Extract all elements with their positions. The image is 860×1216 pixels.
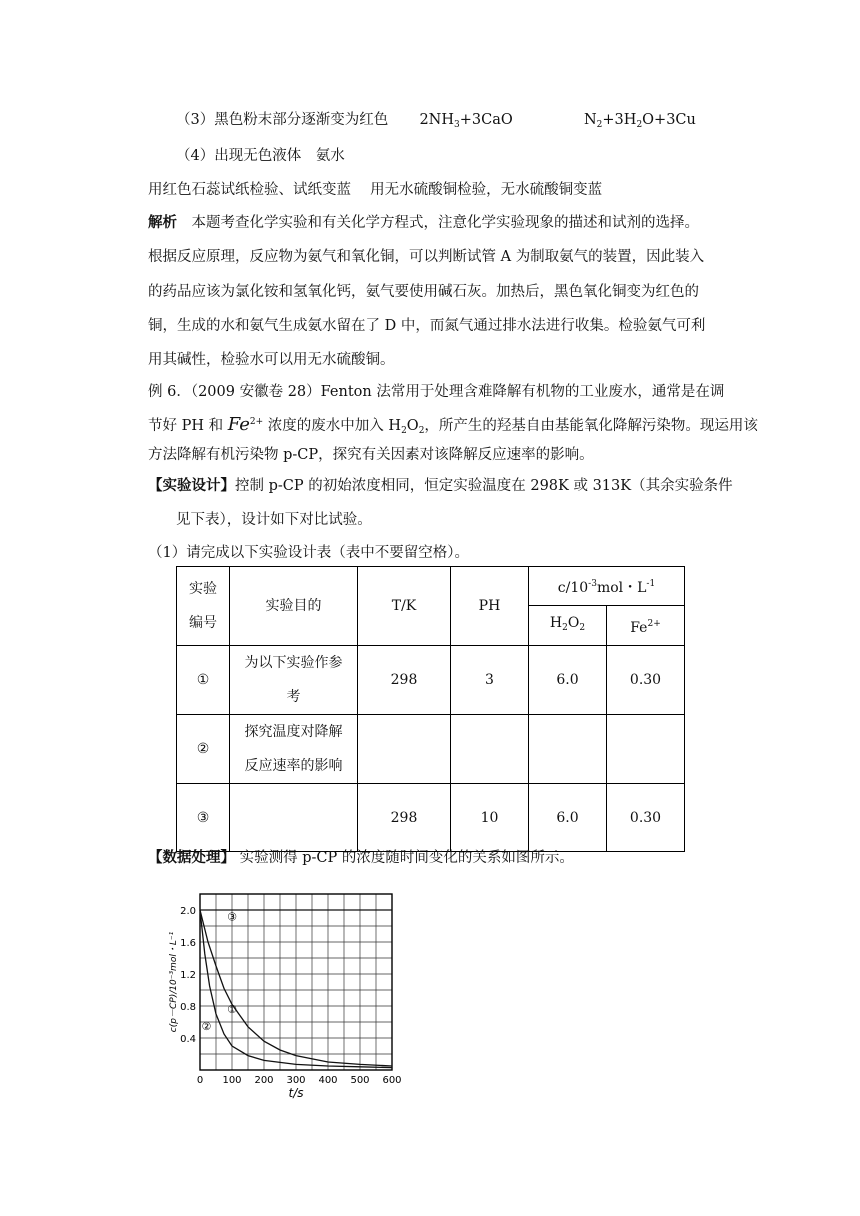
header-ph: PH [451,567,529,646]
row-number: ① [177,646,230,715]
equation-left: $2NH_3+3CaO$ [419,112,513,130]
row-temperature: 298 [358,646,451,715]
question-1: （1）请完成以下实验设计表（表中不要留空格）。 [148,545,469,561]
x-tick-label: 500 [350,1075,370,1086]
x-tick-label: 400 [318,1075,338,1086]
x-tick-label: 100 [222,1075,242,1086]
row-purpose [230,784,358,852]
analysis-line-3: 的药品应该为氯化铵和氢氧化钙，氨气要使用碱石灰。加热后，黑色氧化铜变为红色的 [148,284,699,300]
concentration-chart [165,880,405,1100]
series-label-2: ② [201,1020,212,1033]
table-row [177,715,685,784]
series-label-3: ③ [227,910,237,924]
data-processing-line: 【数据处理】 实验测得 p-CP 的浓度随时间变化的关系如图所示。 [148,849,574,866]
table-row [177,784,685,852]
y-tick-label: 0.8 [180,1002,196,1013]
row-fe: 0.30 [607,784,685,852]
y-tick-label: 1.6 [180,938,196,949]
row-purpose: 探究温度对降解 反应速率的影响 [230,715,358,784]
analysis-line-1: 解析 本题考查化学实验和有关化学方程式，注意化学实验现象的描述和试剂的选择。 [148,214,699,231]
y-tick-label: 1.2 [180,970,196,981]
x-tick-label: 300 [286,1075,306,1086]
x-tick-label: 600 [382,1075,402,1086]
x-tick-label: 0 [196,1075,204,1086]
y-axis-label: c(p－CP)/10⁻³mol・L⁻¹ [169,931,179,1033]
design-label: 【实验设计】 [148,477,235,494]
design-line-2: 见下表），设计如下对比试验。 [176,512,372,528]
design-line-1: 【实验设计】控制 p-CP 的初始浓度相同，恒定实验温度在 298K 或 313K（其余实验条件 [148,477,733,494]
equation-right: $N_2+3H_2O+3Cu$ [583,112,696,130]
row-temperature: 298 [358,784,451,852]
row-h2o2: 6.0 [529,784,607,852]
analysis-label: 解析 [148,214,177,231]
series-label-1: ① [227,1003,237,1017]
table-row [177,646,685,715]
row-purpose: 为以下实验作参 考 [230,646,358,715]
header-purpose: 实验目的 [230,567,358,646]
row-h2o2: 6.0 [529,646,607,715]
header-temperature: T/K [358,567,451,646]
row-ph [451,715,529,784]
x-axis-label: t/s [288,1086,304,1100]
y-tick-label: 0.4 [180,1034,196,1045]
x-tick-label: 200 [254,1075,274,1086]
row-number: ② [177,715,230,784]
data-processing-label: 【数据处理】 [148,849,235,866]
header-h2o2: $H_2O_2$ [529,606,607,646]
example-6-line-1: 例 6．（2009 安徽卷 28）Fenton 法常用于处理含难降解有机物的工业废水，通常是在调 [148,384,725,400]
answer-3-text: （3）黑色粉末部分逐渐变为红色 [176,112,389,128]
y-tick-label: 2.0 [180,906,196,917]
row-ph: 10 [451,784,529,852]
example-6-line-3: 方法降解有机污染物 p-CP，探究有关因素对该降解反应速率的影响。 [148,447,594,463]
answer-3 [176,110,696,135]
row-h2o2 [529,715,607,784]
analysis-line-2: 根据反应原理，反应物为氨气和氧化铜，可以判断试管 A 为制取氨气的装置，因此装入 [148,249,705,265]
experiment-table [176,566,685,852]
header-concentration: $c/10^{-3}mol$・$L^{-1}$ [529,567,685,606]
example-6-line-2: 节好 PH 和 $Fe^{2+}$ 浓度的废水中加入 $H_2O_2$，所产生的羟基自由基能氧化降解污染物。现运用该 [148,414,758,436]
header-number: 实验 编号 [177,567,230,646]
row-temperature [358,715,451,784]
row-fe [607,715,685,784]
row-fe: 0.30 [607,646,685,715]
header-fe: $Fe^{2+}$ [607,606,685,646]
answer-4: （4）出现无色液体 氨水 [176,148,345,164]
analysis-line-5: 用其碱性，检验水可以用无水硫酸铜。 [148,352,395,368]
analysis-line-4: 铜，生成的水和氨气生成氨水留在了 D 中，而氮气通过排水法进行收集。检验氨气可利 [148,318,706,334]
row-number: ③ [177,784,230,852]
answer-4-test: 用红色石蕊试纸检验、试纸变蓝 用无水硫酸铜检验，无水硫酸铜变蓝 [148,182,603,198]
row-ph: 3 [451,646,529,715]
